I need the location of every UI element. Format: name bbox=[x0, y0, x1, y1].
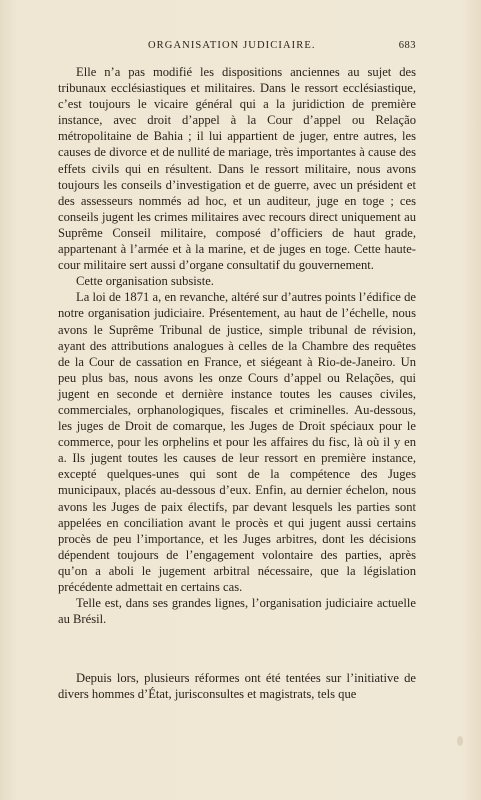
page-number: 683 bbox=[398, 40, 416, 51]
paragraph-military-tribunals: Elle n’a pas modifié les dispositions anciennes au sujet des tribunaux ecclésiastiques et militaires. Dans le ressort ecclésiastique, c’est toujours le vicaire général qui a la juridiction de première instance, avec droit d’appel à la Cour d’appel ou Relação métropolitaine de Bahia ; il lui appartient de juger, entre autres, les causes de divorce et de nullité de mariage, très importantes à cause des effets civils qui en résultent. Dans le ressort militaire, nous avons toujours les conseils d’investigation et de guerre, avec un président et des assesseurs nommés ad hoc, et un auditeur, juge en toge ; ces conseils jugent les crimes militaires avec recours direct uniquement au Suprême Conseil militaire, composé d’officiers de haut grade, appartenant à l’armée et à la marine, et de juges en toge. Cette haute-cour militaire sert aussi d’organe consultatif du gouvernement. bbox=[58, 65, 416, 273]
paragraph-organisation-subsists: Cette organisation subsiste. bbox=[76, 274, 214, 289]
paper-stain bbox=[457, 736, 463, 746]
running-title: ORGANISATION JUDICIAIRE. bbox=[148, 40, 316, 51]
section-gap bbox=[58, 627, 416, 670]
paragraph-law-1871: La loi de 1871 a, en revanche, altéré sur d’autres points l’édifice de notre organisation judiciaire. Présentement, au haut de l’échelle, nous avons le Suprême Tribunal de justice, simple tribunal de révision, ayant des attributions analogues à celles de la Chambre des requêtes de la Cour de cassation en France, et siégeant à Rio-de-Janeiro. Un peu plus bas, nous avons les onze Cours d’appel ou Relações, qui jugent en seconde et dernière instance toutes les causes civiles, commerciales, orphanologiques, fiscales et criminelles. Au-dessous, les juges de Droit de comarque, les Juges de Droit spéciaux pour le commerce, pour les orphelins et pour les affaires du fisc, là où il y en a. Ils jugent toutes les causes de leur ressort en première instance, excepté quelques-unes qui sont de la compétence des Juges municipaux, placés au-dessous d’eux. Enfin, au dernier échelon, nous avons les Juges de paix électifs, par devant lesquels les parties sont appelées en conciliation avant le procès et qui jugent aussi certains procès de peu l’importance, et les Juges arbitres, dont les décisions dépendent toujours de l’engagement volontaire des parties, après qu’on a aboli le jugement arbitral nécessaire, que la législation précédente admettait en certains cas. bbox=[58, 290, 416, 594]
paragraph-summary: Telle est, dans ses grandes lignes, l’organisation judiciaire actuelle au Brésil. bbox=[58, 596, 416, 627]
running-header bbox=[66, 40, 416, 54]
paragraph-reforms: Depuis lors, plusieurs réformes ont été tentées sur l’initiative de divers hommes d’État, jurisconsultes et magistrats, tels que bbox=[58, 671, 416, 702]
body-text bbox=[58, 64, 416, 702]
